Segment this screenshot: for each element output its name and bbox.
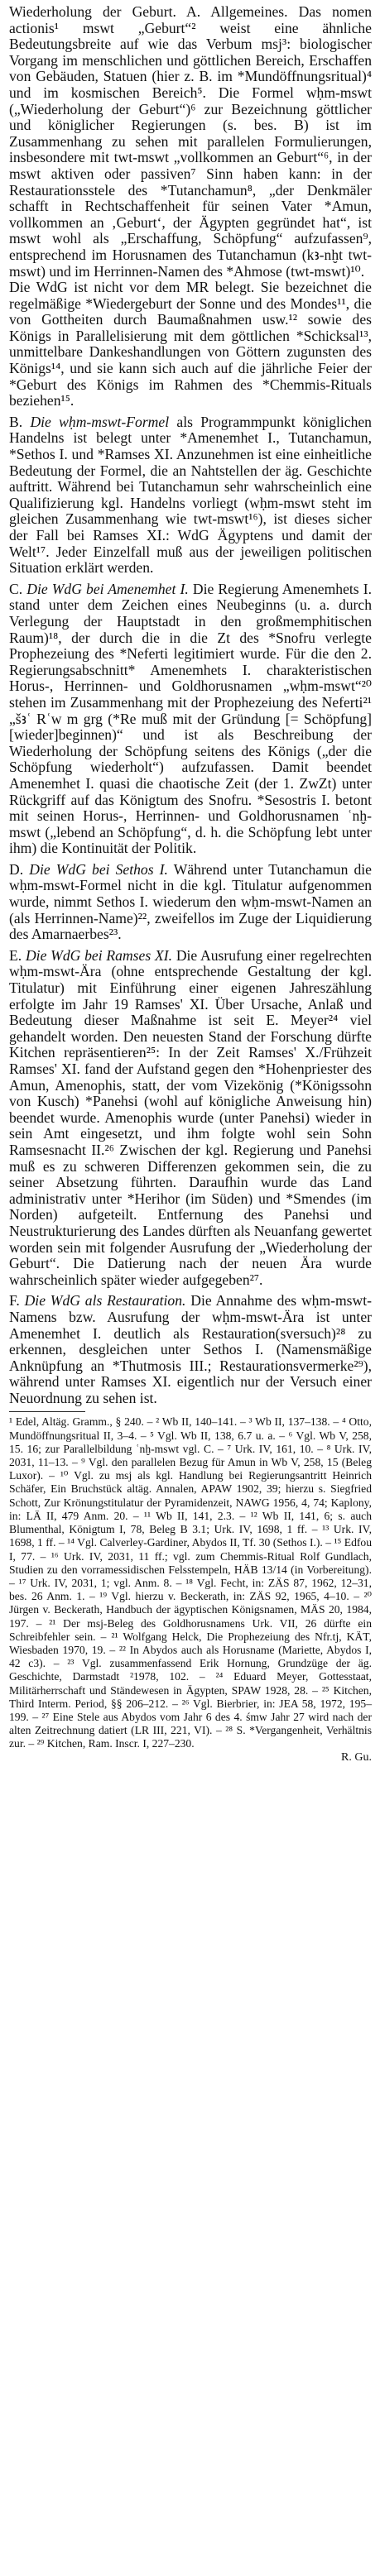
section-d-letter: D.: [9, 860, 24, 878]
section-b-letter: B.: [9, 413, 23, 430]
section-e-letter: E.: [9, 946, 22, 964]
section-intro-text-2: Die WdG ist nicht vor dem MR belegt. Sie bezeichnet die regelmäßige *Wiedergeburt der Sonne und des Mondes¹¹, die von Gottheiten durch Baumaßnahmen usw.¹² sowie des Königs in Parallelisierung mit dem göttlichen *Schicksal¹³, unmittelbare Dankeshandlungen von Göttern zugunsten des Königs¹⁴, und sie kann sich auch auf die jährliche Feier der *Geburt des Königs im Rahmen des *Chemmis-Rituals beziehen¹⁵.: [9, 279, 372, 409]
section-intro-paragraph-2: [9, 280, 372, 409]
footnotes: ¹ Edel, Altäg. Gramm., § 240. – ² Wb II, 140–141. – ³ Wb II, 137–138. – ⁴ Otto, Mundöffnungsritual II, 3–4. – ⁵ Vgl. Wb II, 138, 6.7 u. a. – ⁶ Vgl. Wb V, 258, 15. 16; zur Parallelbildung ʿnḫ-mswt vgl. C. – ⁷ Urk. IV, 161, 10. – ⁸ Urk. IV, 2031, 11–13. – ⁹ Vgl. den parallelen Bezug für Amun in Wb V, 258, 15 (Beleg Luxor). – ¹⁰ Vgl. zu msj als kgl. Handlung bei Regierungsantritt Heinrich Schäfer, Ein Bruchstück altäg. Annalen, APAW 1902, 39; hierzu s. Siegfried Schott, Zur Krönungstitulatur der Pyramidenzeit, NAWG 1956, 4, 74; Kaplony, in: LÄ II, 479 Anm. 20. – ¹¹ Wb II, 141, 2.3. – ¹² Wb II, 141, 6; s. auch Blumenthal, Königtum I, 78, Beleg B 3.1; Urk. IV, 1698, 1 ff. – ¹³ Urk. IV, 1698, 1 ff. – ¹⁴ Vgl. Calverley-Gardiner, Abydos II, Tf. 30 (Sethos I.). – ¹⁵ Edfou I, 77. – ¹⁶ Urk. IV, 2031, 11 ff.; vgl. zum Chemmis-Ritual Rolf Gundlach, Studien zu den vorramessidischen Felsstempeln, HÄB 13/14 (in Vorbereitung). – ¹⁷ Urk. IV, 2031, 1; vgl. Anm. 8. – ¹⁸ Vgl. Fecht, in: ZÄS 87, 1962, 12–31, bes. 26 Anm. 1. – ¹⁹ Vgl. hierzu v. Beckerath, in: ZÄS 92, 1965, 4–10. – ²⁰ Jürgen v. Beckerath, Handbuch der ägyptischen Königsnamen, MÄS 20, 1984, 197. – ²¹ Der msj-Beleg des Goldhorusnamens Urk. VII, 26 dürfte ein Schreibfehler sein. – ²¹ Wolfgang Helck, Die Prophezeiung des Nfr.tj, KÄT, Wiesbaden 1970, 19. – ²² In Abydos auch als Horusname (Mariette, Abydos I, 42 c3). – ²³ Vgl. zusammenfassend Erik Hornung, Grundzüge der äg. Geschichte, Darmstadt ²1978, 102. – ²⁴ Eduard Meyer, Gottesstaat, Militärherrschaft und Ständewesen in Ägypten, SPAW 1928, 28. – ²⁵ Kitchen, Third Interm. Period, §§ 206–212. – ²⁶ Vgl. Bierbrier, in: JEA 58, 1972, 195–199. – ²⁷ Eine Stele aus Abydos vom Jahr 6 des 4. śmw Jahr 27 wird nach der alten Zeitrechnung datiert (LR III, 221, VI). – ²⁸ S. *Vergangenheit, Verhältnis zur. – ²⁹ Kitchen, Ram. Inscr. I, 227–230.: [9, 1415, 372, 1750]
section-d-heading: Die WdG bei Sethos I.: [29, 860, 168, 878]
section-f-letter: F.: [9, 1292, 20, 1310]
section-b: [9, 414, 372, 577]
section-e-text: Die Ausrufung einer regelrechten wḥm-mswt-Ära (ohne entsprechende Gestaltung der kgl. Titulatur) mit Einführung einer eigenen Jahreszählung erfolgte im Jahr 19 Ramses' XI. Über Ursache, Anlaß und Bedeutung dieser Maßnahme ist seit E. Meyer²⁴ viel gehandelt worden. Den neuesten Stand der Forschung dürfte Kitchen repräsentieren²⁵: In der Zeit Ramses' X./Frühzeit Ramses' XI. fand der Aufstand gegen den *Hohenpriester des Amun, Amenophis, statt, der vom Vizekönig (*Königssohn von Kusch) *Panehsi (wohl auf königliche Anweisung hin) beendet wurde. Amenophis wurde (unter Panehsi) wieder in sein Amt eingesetzt, und ihm folgte wohl sein Sohn Ramsesnacht II.²⁶ Zwischen der kgl. Regierung und Panehsi muß es zu schweren Differenzen gekommen sein, die zu seiner Absetzung führten. Daraufhin wurde das Land administrativ unter *Herihor (im Süden) und *Smendes (im Norden) aufgeteilt. Entfernung des Panehsi und Neustrukturierung des Landes dürften als Neuanfang gewertet worden sein mit folgender Ausrufung der „Wiederholung der Geburt“. Die Datierung nach der neuen Ära wurde wahrscheinlich später wieder aufgegeben²⁷.: [9, 946, 372, 1288]
section-c-text: Die Regierung Amenemhets I. stand unter dem Zeichen eines Neubeginns (u. a. durch Verlegung der Hauptstadt in den großmemphitischen Raum)¹⁸, der durch die in die Zt des *Snofru verlegte Prophezeiung des *Neferti legitimiert wurde. Für die den 2. Regierungsabschnitt* Amenemhets I. charakteristischen Horus-, Herrinnen- und Goldhorusnamen „wḥm-mswt“²⁰ stehen im Zusammenhang mit der Prophezeiung des Neferti²¹ „šꜣʿ Rʿw m grg (*Re muß mit der Gründung [= Schöpfung] [wieder]beginnen)“ und ist als Beschreibung der Wiederholung der Schöpfung seitens des Königs („der die Schöpfung wiederholt“) aufzufassen. Damit beendet Amenemhet I. quasi die chaotische Zeit (der 1. ZwZt) unter Rückgriff auf das Königtum des Snofru. *Sesostris I. betont mit seinen Horus-, Herrinnen- und Goldhorusnamen ʿnḫ-mswt („lebend an Schöpfung“, d. h. die Schöpfung lebt unter ihm) die Kontinuität der Politik.: [9, 580, 372, 857]
section-b-heading: Die wḥm-mswt-Formel: [30, 413, 170, 430]
section-intro-text: Wiederholung der Geburt. A. Allgemeines. Das nomen actionis¹ mswt „Geburt“² weist eine ähnliche Bedeutungsbreite auf wie das Verbum msj³: biologischer Vorgang im menschlichen und göttlichen Bereich, Erschaffen von Gebäuden, Statuen (hier z. B. im *Mundöffnungsritual)⁴ und im kosmischen Bereich⁵. Die Formel wḥm-mswt („Wiederholung der Geburt“)⁶ zur Bezeichnung göttlicher und königlicher Regierungen (s. bes. B) ist im Zusammenhang zu sehen mit parallelen Formulierungen, insbesondere mit twt-mswt „vollkommen an Geburt“⁶, in der mswt aktiven oder passiven⁷ Sinn haben kann: in der Restaurationsstele des *Tutanchamun⁸, „der Denkmäler schafft in Rechtschaffenheit für seinen Vater *Amun, vollkommen an ‚Geburt‘, der Ägypten gegründet hat“, ist mswt wohl als „Erschaffung, Schöpfung“ aufzufassen⁹, entsprechend im Horusnamen des Tutanchamun (kꜣ-nḫt twt-mswt) und im Herrinnen-Namen des *Ahmose (twt-mswt)¹⁰.: [9, 3, 372, 280]
section-e: [9, 948, 372, 1288]
section-d-text: Während unter Tutanchamun die wḥm-mswt-Formel nicht in die kgl. Titulatur aufgenommen wurde, nimmt Sethos I. wiederum den wḥm-mswt-Namen an (als Herrinnen-Name)²², zweifellos im Zuge der Liquidierung des Amarnaerbes²³.: [9, 860, 372, 943]
section-f-heading: Die WdG als Restauration.: [24, 1292, 186, 1310]
section-f: [9, 1293, 372, 1406]
section-c: [9, 582, 372, 857]
section-intro-paragraph: [9, 4, 372, 280]
section-b-text: als Programmpunkt königlichen Handelns ist belegt unter *Amenemhet I., Tutanchamun, *Sethos I. und *Ramses XI. Anzunehmen ist eine einheitliche Bedeutung der Formel, die an Nahtstellen der äg. Geschichte auftritt. Während bei Tutanchamun sehr wahrscheinlich eine Qualifizierung kgl. Handelns vorliegt (wḥm-mswt steht im gleichen Zusammenhang wie twt-mswt¹⁶), ist dieses sicher der Fall bei Ramses XI.: WdG Ägyptens und damit der Welt¹⁷. Jeder Einzelfall muß aus der jeweiligen politischen Situation erklärt werden.: [9, 413, 372, 577]
section-f-text: Die Annahme des wḥm-mswt-Namens bzw. Ausrufung der wḥm-mswt-Ära ist unter Amenemhet I. deutlich als Restauration(sversuch)²⁸ zu erkennen, desgleichen unter Sethos I. (Namensmäßige Anknüpfung an *Thutmosis III.; Restaurationsvermerke²⁹), während unter Ramses XI. eigentlich nur der Versuch einer Neuordnung zu sehen ist.: [9, 1292, 372, 1406]
author-signature: R. Gu.: [341, 1750, 372, 1764]
section-d: [9, 862, 372, 943]
section-c-heading: Die WdG bei Amenemhet I.: [26, 580, 189, 597]
section-c-letter: C.: [9, 580, 23, 597]
section-e-heading: Die WdG bei Ramses XI.: [25, 946, 172, 964]
footnote-separator: [9, 1411, 85, 1412]
